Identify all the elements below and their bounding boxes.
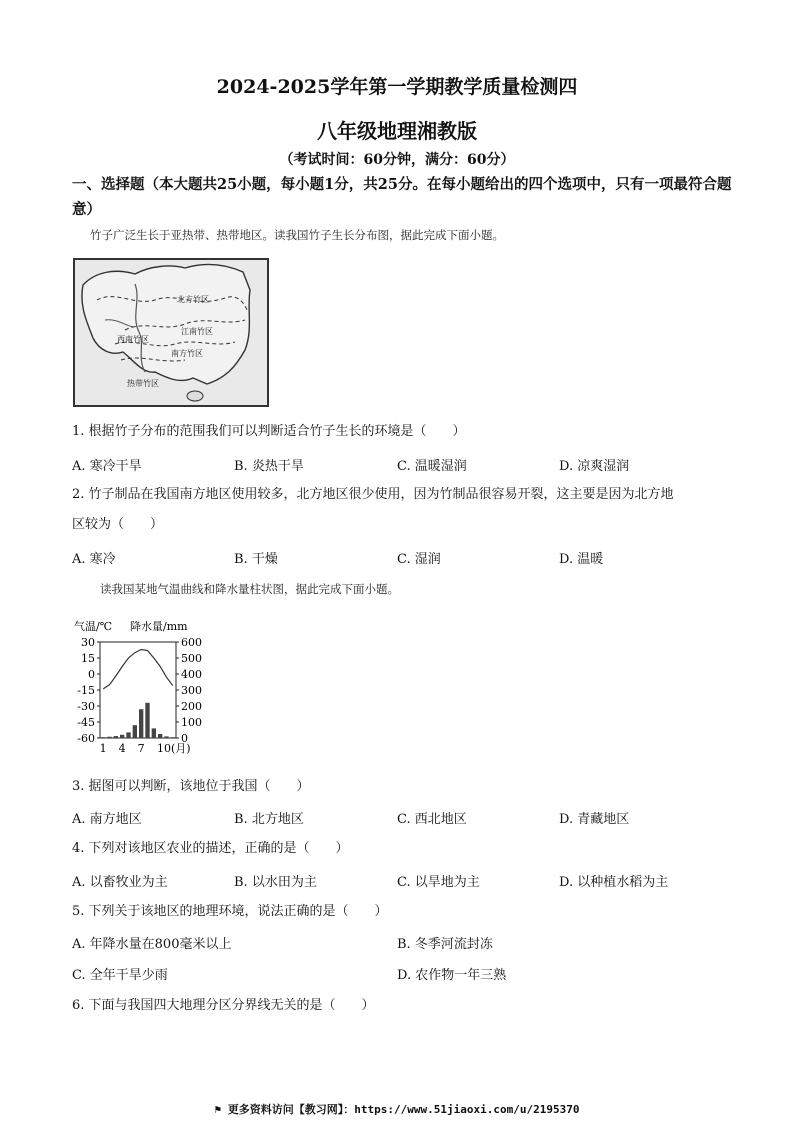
q4-option-d[interactable]: D. 以种植水稻为主 <box>559 875 669 890</box>
question-number: 1. <box>72 424 85 439</box>
question-text: 下列对该地区农业的描述，正确的是（ ） <box>88 841 349 856</box>
precip-bar <box>139 709 143 738</box>
q2-option-c[interactable]: C. 湿润 <box>397 552 441 567</box>
precip-bar <box>101 737 105 738</box>
precip-tick-label: 300 <box>181 684 202 697</box>
q2-option-d[interactable]: D. 温暖 <box>559 552 604 567</box>
q5-option-d[interactable]: D. 农作物一年三熟 <box>397 968 507 983</box>
question-2-stem <box>72 485 732 505</box>
precip-axis-label: 降水量/mm <box>130 620 188 633</box>
q4-option-a[interactable]: A. 以畜牧业为主 <box>72 875 168 890</box>
question-number: 4. <box>72 841 85 856</box>
q5-option-b[interactable]: B. 冬季河流封冻 <box>397 937 493 952</box>
question-2-stem-cont: 区较为（ ） <box>72 517 164 532</box>
map-drawing <box>75 260 267 405</box>
question-number: 2. <box>72 487 85 502</box>
question-number: 3. <box>72 779 85 794</box>
question-text: 据图可以判断，该地位于我国（ ） <box>88 779 310 794</box>
question-3-stem <box>72 777 310 797</box>
question-5-stem <box>72 902 388 922</box>
question-text: 下列关于该地区的地理环境，说法正确的是（ ） <box>88 904 388 919</box>
map-label-tropical: 热带竹区 <box>127 379 159 388</box>
q3-option-c[interactable]: C. 西北地区 <box>397 812 467 827</box>
q1-option-a[interactable]: A. 寒冷干旱 <box>72 459 142 474</box>
climate-chart-svg <box>72 614 220 758</box>
exam-info: （考试时间：60分钟，满分：60分） <box>279 152 515 168</box>
q2-option-b[interactable]: B. 干燥 <box>234 552 278 567</box>
section-heading: 一、选择题（本大题共25小题，每小题1分，共25分。在每小题给出的四个选项中，只有一项最符合题意） <box>72 176 732 218</box>
q5-option-a[interactable]: A. 年降水量在800毫米以上 <box>72 937 232 952</box>
temp-tick-label: 15 <box>81 652 95 665</box>
temp-tick-label: 0 <box>88 668 95 681</box>
question-1-stem <box>72 422 466 442</box>
precip-bar <box>133 725 137 738</box>
month-tick-label: 4 <box>118 742 126 755</box>
intro-bamboo: 竹子广泛生长于亚热带、热带地区。读我国竹子生长分布图，据此完成下面小题。 <box>90 228 504 242</box>
temperature-line <box>103 650 173 689</box>
precip-bar <box>152 728 156 738</box>
climate-chart <box>72 614 220 758</box>
q1-option-c[interactable]: C. 温暖湿润 <box>397 459 467 474</box>
q4-option-b[interactable]: B. 以水田为主 <box>234 875 317 890</box>
map-label-north: 北方竹区 <box>177 295 209 304</box>
map-label-south: 南方竹区 <box>171 349 203 358</box>
temp-tick-label: -45 <box>77 716 95 729</box>
temp-axis-label: 气温/℃ <box>74 620 113 633</box>
precip-bar <box>126 732 130 738</box>
precip-tick-label: 0 <box>181 732 188 745</box>
precip-bar <box>145 703 149 738</box>
precip-bar <box>164 736 168 738</box>
footer-link[interactable] <box>0 1101 794 1117</box>
precip-bar <box>158 734 162 738</box>
q1-option-b[interactable]: B. 炎热干旱 <box>234 459 304 474</box>
q3-option-b[interactable]: B. 北方地区 <box>234 812 304 827</box>
plot-frame <box>100 642 176 738</box>
precip-tick-label: 600 <box>181 636 202 649</box>
temp-tick-label: -60 <box>77 732 95 745</box>
month-tick-label: 10(月) <box>157 742 191 755</box>
q2-option-a[interactable]: A. 寒冷 <box>72 552 116 567</box>
precip-tick-label: 500 <box>181 652 202 665</box>
question-4-stem <box>72 839 349 859</box>
q5-option-c[interactable]: C. 全年干旱少雨 <box>72 968 168 983</box>
precip-tick-label: 200 <box>181 700 202 713</box>
question-text: 根据竹子分布的范围我们可以判断适合竹子生长的环境是（ ） <box>88 424 466 439</box>
q4-option-c[interactable]: C. 以旱地为主 <box>397 875 480 890</box>
precip-bar <box>120 735 124 738</box>
temp-tick-label: 30 <box>81 636 95 649</box>
exam-title: 2024-2025学年第一学期教学质量检测四 <box>216 76 578 98</box>
footer-text[interactable]: 更多资料访问【教习网】：https://www.51jiaoxi.com/u/2195370 <box>227 1103 580 1116</box>
precip-tick-label: 400 <box>181 668 202 681</box>
question-text: 下面与我国四大地理分区分界线无关的是（ ） <box>88 998 375 1013</box>
question-text: 竹子制品在我国南方地区使用较多，北方地区很少使用，因为竹制品很容易开裂，这主要是因为北方地 <box>88 487 674 502</box>
question-number: 6. <box>72 998 85 1013</box>
precip-bar <box>107 737 111 738</box>
map-label-jiangnan: 江南竹区 <box>181 327 213 336</box>
precip-bar <box>114 736 118 738</box>
map-label-southwest: 西南竹区 <box>117 335 149 344</box>
q1-option-d[interactable]: D. 凉爽湿润 <box>559 459 630 474</box>
q3-option-a[interactable]: A. 南方地区 <box>72 812 142 827</box>
exam-subtitle: 八年级地理湘教版 <box>317 119 477 143</box>
question-6-stem <box>72 996 375 1016</box>
intro-climate: 读我国某地气温曲线和降水量柱状图，据此完成下面小题。 <box>100 582 399 596</box>
precip-tick-label: 100 <box>181 716 202 729</box>
q3-option-d[interactable]: D. 青藏地区 <box>559 812 630 827</box>
temp-tick-label: -15 <box>77 684 95 697</box>
precip-bar <box>171 737 175 738</box>
month-tick-label: 1 <box>99 742 107 755</box>
question-number: 5. <box>72 904 85 919</box>
month-tick-label: 7 <box>137 742 145 755</box>
temp-tick-label: -30 <box>77 700 95 713</box>
flag-icon: ⚑ <box>214 1103 228 1116</box>
bamboo-distribution-map <box>73 258 269 407</box>
